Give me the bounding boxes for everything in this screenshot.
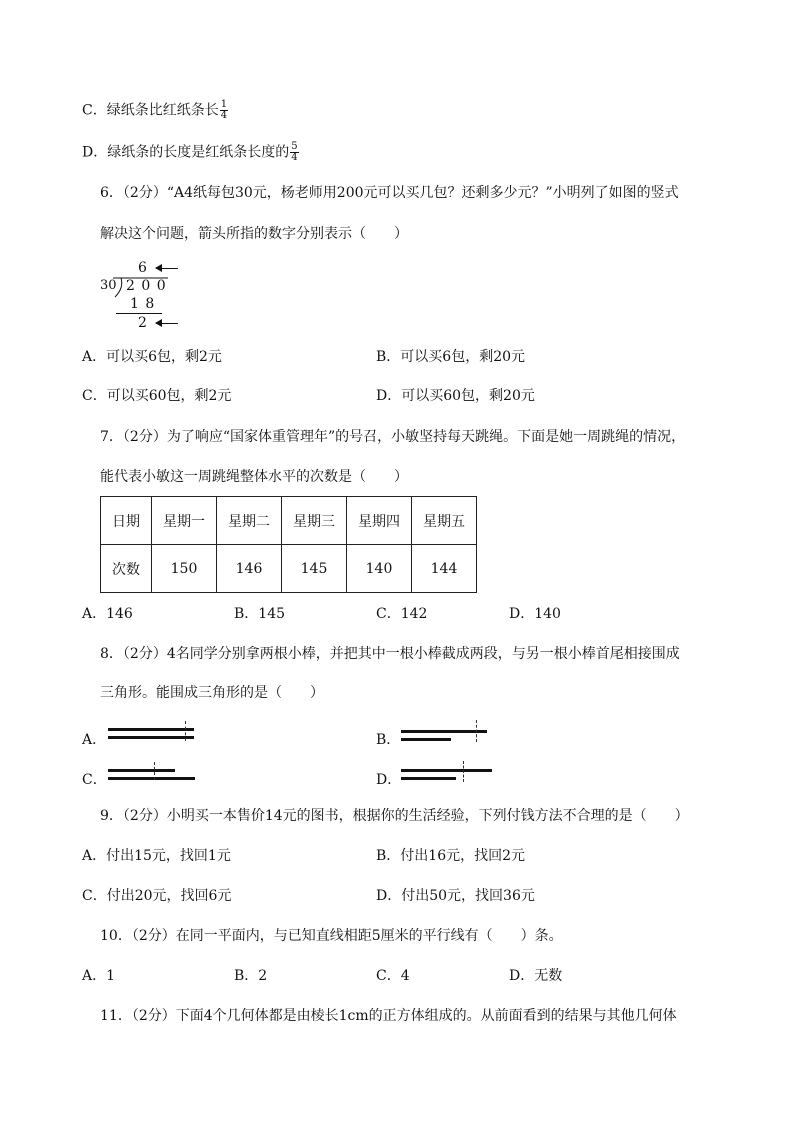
stick-bar xyxy=(401,769,492,772)
table-cell: 144 xyxy=(412,545,477,593)
table-header-row xyxy=(101,497,477,545)
q7-stem-line1: 7．（2分）为了响应“国家体重管理年”的号召，小敏坚持每天跳绳。下面是她一周跳绳的情况， xyxy=(100,429,686,445)
table-cell: 次数 xyxy=(101,545,152,593)
q10-stem-line1: 10．（2分）在同一平面内，与已知直线相距5厘米的平行线有（ ）条。 xyxy=(100,928,563,944)
q7-option-c[interactable]: C．142 xyxy=(376,606,428,622)
dividend: 2 0 0 xyxy=(126,278,167,294)
q11-stem-line1: 11．（2分）下面4个几何体都是由棱长1cm的正方体组成的。从前面看到的结果与其他几何体 xyxy=(100,1008,677,1024)
q7-option-b[interactable]: B．145 xyxy=(234,606,286,622)
q8-option-c[interactable]: C． xyxy=(82,772,107,788)
q9-option-d[interactable]: D．付出50元，找回36元 xyxy=(376,888,535,904)
table-cell: 140 xyxy=(347,545,412,593)
jump-rope-table xyxy=(100,496,477,593)
long-division-figure xyxy=(100,260,200,335)
q6-option-a[interactable]: A．可以买6包，剩2元 xyxy=(82,349,222,365)
q5-option-c-text: C．绿纸条比红纸条长 xyxy=(82,102,219,119)
table-cell: 145 xyxy=(282,545,347,593)
product: 1 8 xyxy=(130,296,156,312)
stick-bar xyxy=(401,738,451,741)
table-cell: 日期 xyxy=(101,497,152,545)
q9-option-c[interactable]: C．付出20元，找回6元 xyxy=(82,888,232,904)
remainder: 2 xyxy=(138,315,147,331)
q8-option-a[interactable]: A． xyxy=(82,732,107,748)
q5-option-d xyxy=(82,142,299,163)
arrow-left-icon xyxy=(156,268,178,269)
table-cell: 星期四 xyxy=(347,497,412,545)
stick-bar xyxy=(108,769,175,772)
q9-option-b[interactable]: B．付出16元，找回2元 xyxy=(376,848,526,864)
fraction-five-quarters: $\frac{5}{4}$ xyxy=(291,141,298,163)
q8-option-d[interactable]: D． xyxy=(376,772,402,788)
quotient: 6 xyxy=(138,260,147,276)
stick-bar xyxy=(108,777,195,780)
q6-stem-line2: 解决这个问题，箭头所指的数字分别表示（ ） xyxy=(100,226,408,242)
table-cell: 星期五 xyxy=(412,497,477,545)
q6-option-c[interactable]: C．可以买60包，剩2元 xyxy=(82,388,232,404)
q6-stem-line1: 6．（2分）“A4纸每包30元，杨老师用200元可以买几包？还剩多少元？”小明列了如图的竖式 xyxy=(100,185,679,201)
subtraction-line xyxy=(116,313,162,314)
table-cell: 星期二 xyxy=(217,497,282,545)
q6-option-b[interactable]: B．可以买6包，剩20元 xyxy=(376,349,526,365)
stick-bar xyxy=(108,728,194,731)
q10-option-b[interactable]: B．2 xyxy=(234,968,268,984)
q6-option-d[interactable]: D．可以买60包，剩20元 xyxy=(376,388,535,404)
q7-option-a[interactable]: A．146 xyxy=(82,606,133,622)
table-cell: 星期三 xyxy=(282,497,347,545)
q8-stem-line1: 8．（2分）4名同学分别拿两根小棒，并把其中一根小棒截成两段，与另一根小棒首尾相接围成 xyxy=(100,646,680,662)
table-cell: 150 xyxy=(152,545,217,593)
cut-mark xyxy=(476,720,477,742)
q5-option-d-text: D．绿纸条的长度是红纸条长度的 xyxy=(82,144,290,161)
stick-bar xyxy=(401,777,456,780)
stick-bar xyxy=(401,730,487,733)
table-cell: 星期一 xyxy=(152,497,217,545)
cut-mark xyxy=(154,762,155,780)
cut-mark xyxy=(185,721,186,741)
q8-option-b[interactable]: B． xyxy=(376,732,401,748)
q10-option-a[interactable]: A．1 xyxy=(82,968,116,984)
q10-option-d[interactable]: D．无数 xyxy=(509,968,563,984)
q8-stem-line2: 三角形。能围成三角形的是（ ） xyxy=(100,685,324,701)
arrow-left-icon xyxy=(156,323,178,324)
table-cell: 146 xyxy=(217,545,282,593)
q5-option-c xyxy=(82,100,228,121)
q10-option-c[interactable]: C．4 xyxy=(376,968,410,984)
fraction-one-quarter: $\frac{1}{4}$ xyxy=(220,99,228,121)
q7-stem-line2: 能代表小敏这一周跳绳整体水平的次数是（ ） xyxy=(100,469,408,485)
divisor: 30 xyxy=(100,278,117,293)
cut-mark xyxy=(463,761,464,782)
stick-bar xyxy=(108,736,194,739)
q9-stem-line1: 9．（2分）小明买一本售价14元的图书，根据你的生活经验，下列付钱方法不合理的是（ ） xyxy=(100,808,689,824)
q9-option-a[interactable]: A．付出15元，找回1元 xyxy=(82,848,231,864)
q7-option-d[interactable]: D．140 xyxy=(509,606,561,622)
table-row xyxy=(101,545,477,593)
